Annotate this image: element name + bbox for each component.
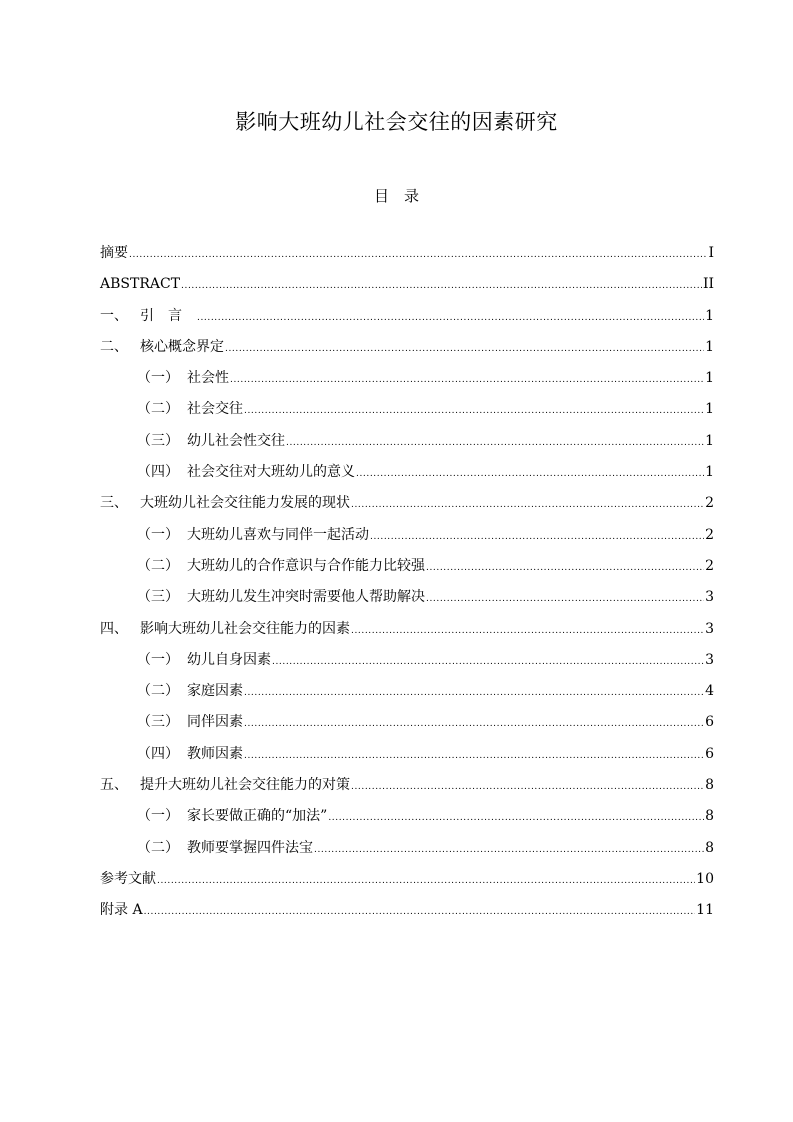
toc-entry-section-3[interactable]: [100, 488, 714, 519]
toc-entry-section-2-1[interactable]: [100, 363, 714, 394]
dot-leader: [181, 271, 702, 302]
toc-entry-appendix-a[interactable]: [100, 895, 714, 926]
toc-page-number: 8: [705, 777, 714, 794]
toc-entry-text: 大班幼儿喜欢与同伴一起活动: [187, 526, 369, 543]
toc-entry-text: 核心概念界定: [140, 338, 224, 355]
toc-heading: 目 录: [373, 187, 419, 205]
dot-leader: [272, 647, 704, 678]
toc-entry-text: 大班幼儿社会交往能力发展的现状: [140, 495, 350, 512]
toc-page-number: 10: [696, 870, 714, 887]
dot-leader: [144, 897, 696, 928]
toc-page-number: 1: [705, 338, 714, 355]
toc-entry-number: （三）: [137, 714, 179, 731]
toc-entry-number: （二）: [137, 839, 179, 856]
toc-entry-text: 社会交往: [187, 401, 243, 418]
toc-entry-number: 三、: [100, 495, 128, 512]
toc-page-number: 6: [705, 714, 714, 731]
toc-entry-section-4-4[interactable]: [100, 739, 714, 770]
toc-page-number: 11: [696, 902, 714, 919]
toc-entry-text: 提升大班幼儿社会交往能力的对策: [140, 777, 350, 794]
dot-leader: [157, 866, 695, 897]
toc-entry-number: （二）: [137, 683, 179, 700]
toc-page-number: 2: [705, 557, 714, 574]
toc-entry-text: 家长要做正确的“加法”: [187, 808, 328, 825]
toc-entry-section-5-2[interactable]: [100, 833, 714, 864]
toc-entry-number: （一）: [137, 370, 179, 387]
toc-entry-number: （二）: [137, 557, 179, 574]
toc-page-number: 6: [705, 745, 714, 762]
toc-entry-number: （二）: [137, 401, 179, 418]
toc-entry-text: 教师要掌握四件法宝: [187, 839, 313, 856]
toc-entry-text: 社会性: [187, 370, 229, 387]
toc-page-number: 1: [705, 370, 714, 387]
dot-leader: [244, 709, 704, 740]
toc-entry-number: 五、: [100, 777, 128, 794]
dot-leader: [225, 334, 704, 365]
toc-entry-number: 二、: [100, 338, 128, 355]
toc-entry-abstract-cn[interactable]: [100, 238, 714, 269]
toc-entry-text: 同伴因素: [187, 714, 243, 731]
toc-page-number: 1: [705, 464, 714, 481]
toc-entry-text: 大班幼儿的合作意识与合作能力比较强: [187, 557, 425, 574]
toc-entry-section-5-1[interactable]: [100, 801, 714, 832]
dot-leader: [426, 584, 704, 615]
toc-entry-section-4[interactable]: [100, 614, 714, 645]
toc-entry-number: （三）: [137, 589, 179, 606]
toc-entry-text: 影响大班幼儿社会交往能力的因素: [140, 620, 350, 637]
toc-entry-number: 一、: [100, 307, 128, 324]
toc-page-number: 8: [705, 808, 714, 825]
toc-page-number: 4: [705, 683, 714, 700]
toc-entry-number: （四）: [137, 745, 179, 762]
toc-page-number: 2: [705, 526, 714, 543]
dot-leader: [314, 835, 704, 866]
toc-entry-section-3-2[interactable]: [100, 551, 714, 582]
table-of-contents: [100, 238, 714, 927]
toc-entry-number: 四、: [100, 620, 128, 637]
toc-entry-references[interactable]: [100, 864, 714, 895]
dot-leader: [426, 553, 704, 584]
dot-leader: [197, 303, 704, 334]
toc-entry-number: （一）: [137, 526, 179, 543]
toc-page-number: 2: [705, 495, 714, 512]
dot-leader: [351, 490, 704, 521]
dot-leader: [351, 616, 704, 647]
dot-leader: [370, 522, 704, 553]
toc-entry-section-4-1[interactable]: [100, 645, 714, 676]
toc-entry-number: （一）: [137, 808, 179, 825]
toc-entry-section-1[interactable]: [100, 301, 714, 332]
dot-leader: [244, 741, 704, 772]
toc-entry-number: （三）: [137, 432, 179, 449]
toc-entry-section-5[interactable]: [100, 770, 714, 801]
toc-entry-section-2[interactable]: [100, 332, 714, 363]
toc-entry-text: 附录 A: [100, 902, 143, 919]
toc-entry-text: 教师因素: [187, 745, 243, 762]
toc-entry-section-2-3[interactable]: [100, 426, 714, 457]
toc-page-number: 3: [705, 589, 714, 606]
toc-entry-text: 幼儿社会性交往: [187, 432, 285, 449]
dot-leader: [244, 678, 704, 709]
toc-page-number: 1: [705, 307, 714, 324]
toc-entry-text: 参考文献: [100, 870, 156, 887]
toc-entry-text: 大班幼儿发生冲突时需要他人帮助解决: [187, 589, 425, 606]
toc-entry-text: 摘要: [100, 245, 128, 261]
dot-leader: [286, 428, 704, 459]
toc-entry-text: 家庭因素: [187, 683, 243, 700]
toc-page-number: 3: [705, 620, 714, 637]
dot-leader: [129, 240, 707, 271]
toc-entry-section-2-4[interactable]: [100, 457, 714, 488]
toc-page-number: 1: [705, 432, 714, 449]
toc-page-number: II: [702, 276, 714, 293]
toc-page-number: 3: [705, 651, 714, 668]
toc-entry-number: （四）: [137, 464, 179, 481]
toc-entry-text: 引言: [140, 307, 196, 324]
toc-entry-text: ABSTRACT: [100, 276, 181, 293]
toc-entry-number: （一）: [137, 651, 179, 668]
dot-leader: [230, 365, 704, 396]
toc-entry-text: 幼儿自身因素: [187, 651, 271, 668]
toc-entry-abstract-en[interactable]: [100, 269, 714, 300]
toc-entry-section-3-3[interactable]: [100, 582, 714, 613]
toc-entry-section-2-2[interactable]: [100, 394, 714, 425]
toc-entry-section-4-2[interactable]: [100, 676, 714, 707]
document-title: 影响大班幼儿社会交往的因素研究: [235, 110, 558, 134]
toc-page-number: 1: [705, 401, 714, 418]
dot-leader: [328, 803, 704, 834]
toc-entry-section-4-3[interactable]: [100, 707, 714, 738]
dot-leader: [244, 396, 704, 427]
toc-entry-text: 社会交往对大班幼儿的意义: [187, 464, 355, 481]
toc-page-number: 8: [705, 839, 714, 856]
toc-entry-section-3-1[interactable]: [100, 520, 714, 551]
dot-leader: [356, 459, 704, 490]
toc-page-number: I: [708, 245, 714, 261]
dot-leader: [351, 772, 704, 803]
